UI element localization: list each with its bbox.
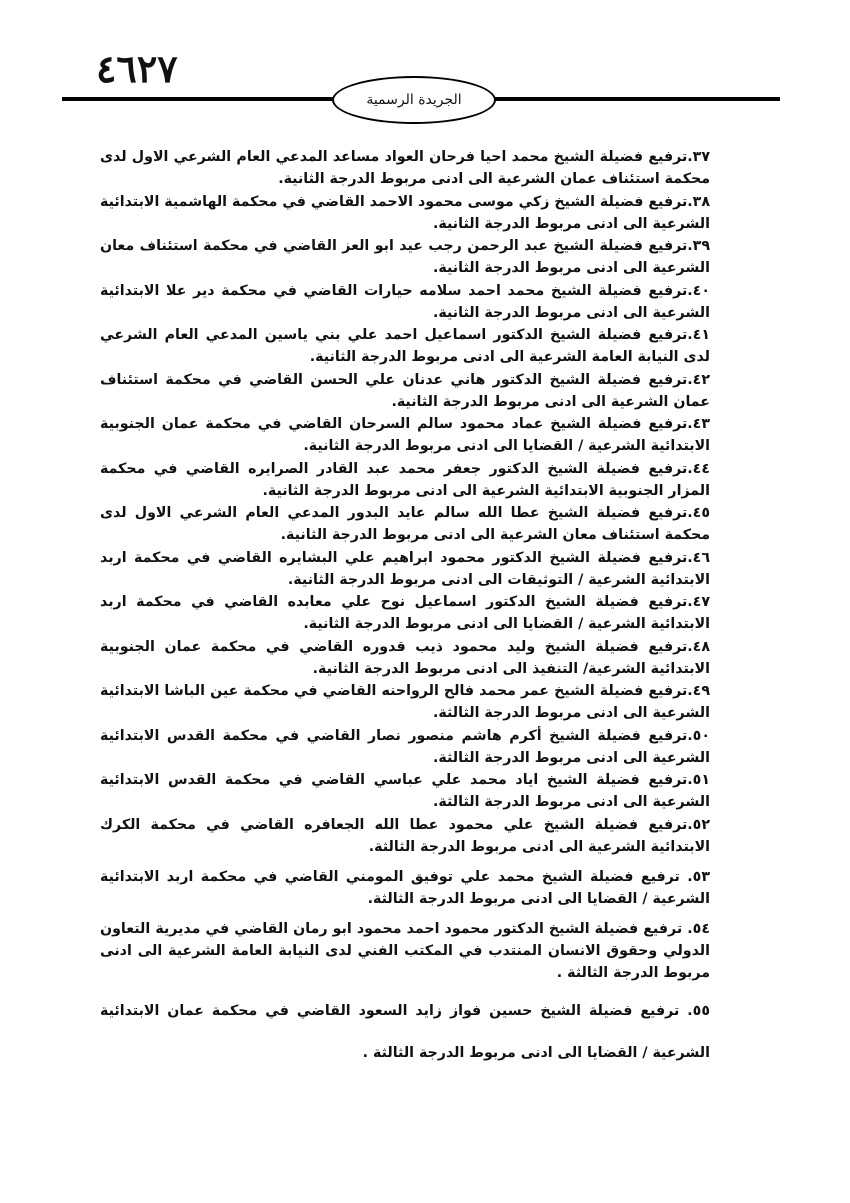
item-number: ٥٢ [692, 816, 710, 833]
list-item [100, 591, 710, 635]
item-number: ٤٠ [692, 282, 710, 299]
item-number: ٤١ [692, 327, 710, 343]
item-number-dot: . [687, 816, 693, 833]
item-number: ٤٤ [692, 460, 710, 477]
item-text: ترفيع فضيلة الشيخ زكي موسى محمود الاحمد القاضي في محكمة الهاشمية الابتدائية الشرعية الى ادنى مربوط الدرجة الثانية. [100, 193, 710, 232]
list-item [100, 191, 710, 235]
item-number-dot: . [687, 193, 693, 210]
item-number-dot: . [687, 683, 693, 699]
list-item [100, 502, 710, 546]
list-item [100, 866, 710, 910]
list-item [100, 146, 710, 190]
list-item [100, 235, 710, 279]
item-number: ٤٣ [692, 416, 710, 432]
item-text: ترفيع فضيلة الشيخ عمر محمد فالح الرواحنه القاضي في محكمة عين الباشا الابتدائية الشرعية الى ادنى مربوط الدرجة الثالثة. [100, 683, 710, 721]
item-number-dot: . [687, 549, 693, 566]
item-number-dot: . [682, 920, 693, 937]
item-number: ٥١ [692, 772, 710, 788]
list-item [100, 636, 710, 680]
item-text: ترفيع فضيلة الشيخ عطا الله سالم عايد البدور المدعي العام الشرعي الاول لدى محكمة استئناف معان الشرعية الى ادنى مربوط الدرجة الثانية. [100, 505, 710, 543]
item-number: ٥٥ [692, 1002, 710, 1019]
item-number: ٤٢ [692, 371, 710, 388]
item-text: ترفيع فضيلة الشيخ الدكتور محمود ابراهيم علي البشايره القاضي في محكمة اربد الابتدائية الشرعية / التوثيقات الى ادنى مربوط الدرجة الثانية. [100, 549, 710, 588]
item-number-dot: . [687, 638, 693, 655]
item-text: ترفيع فضيلة الشيخ محمد احمد سلامه حيارات القاضي في محكمة دير علا الابتدائية الشرعية الى ادنى مربوط الدرجة الثانية. [100, 282, 710, 321]
item-number: ٣٧ [692, 149, 710, 165]
list-item [100, 918, 710, 984]
item-text: ترفيع فضيلة الشيخ اياد محمد علي عباسي القاضي في محكمة القدس الابتدائية الشرعية الى ادنى مربوط الدرجة الثالثة. [100, 772, 710, 810]
item-text: ترفيع فضيلة الشيخ أكرم هاشم منصور نصار القاضي في محكمة القدس الابتدائية الشرعية الى ادنى مربوط الدرجة الثالثة. [100, 727, 710, 766]
item-number-dot: . [687, 282, 693, 299]
item-number-dot: . [687, 727, 693, 744]
item-text: ترفيع فضيلة الشيخ وليد محمود ذيب قدوره القاضي في محكمة عمان الجنوبية الابتدائية الشرعية/ التنفيذ الى ادنى مربوط الدرجة الثانية. [100, 638, 710, 677]
item-number-dot: . [687, 772, 693, 788]
item-text: ترفيع فضيلة الشيخ الدكتور اسماعيل احمد علي بني ياسين المدعي العام الشرعي لدى النيابة العامة الشرعية الى ادنى مربوط الدرجة الثانية. [100, 327, 710, 365]
item-text: ترفيع فضيلة الشيخ عبد الرحمن رجب عيد ابو العز القاضي في محكمة استئناف معان الشرعية الى ادنى مربوط الدرجة الثانية. [100, 238, 710, 276]
item-text: ترفيع فضيلة الشيخ محمد علي توفيق المومني القاضي في محكمة اربد الابتدائية الشرعية / القضايا الى ادنى مربوط الدرجة الثالثة. [100, 868, 710, 907]
masthead-oval [332, 76, 496, 124]
list-item [100, 725, 710, 769]
list-item [100, 814, 710, 858]
item-number-dot: . [687, 149, 693, 165]
list-item [100, 680, 710, 724]
item-text: ترفيع فضيلة الشيخ حسين فواز زايد السعود القاضي في محكمة عمان الابتدائية الشرعية / القضايا الى ادنى مربوط الدرجة الثالثة . [100, 1002, 710, 1061]
list-item [100, 413, 710, 457]
decision-list [100, 146, 710, 1074]
item-number: ٣٨ [692, 193, 710, 210]
item-number-dot: . [679, 868, 693, 885]
item-number: ٥٣ [692, 868, 710, 885]
item-number-dot: . [687, 327, 693, 343]
list-item [100, 990, 710, 1074]
list-item [100, 458, 710, 502]
item-number: ٣٩ [692, 238, 710, 254]
page-number: ٤٦٢٧ [96, 46, 178, 91]
item-number-dot: . [687, 594, 693, 610]
item-number: ٤٧ [692, 594, 710, 610]
item-number-dot: . [687, 460, 693, 477]
item-number-dot: . [687, 505, 693, 521]
list-item [100, 769, 710, 813]
item-number: ٤٥ [692, 505, 710, 521]
item-text: ترفيع فضيلة الشيخ الدكتور جعفر محمد عبد القادر الصرايره القاضي في محكمة المزار الجنوبية الابتدائية الشرعية الى ادنى مربوط الدرجة الثانية. [100, 460, 710, 499]
item-text: ترفيع فضيلة الشيخ الدكتور محمود احمد محمود ابو رمان القاضي في مديرية التعاون الدولي وحقوق الانسان المنتدب في المكتب الفني لدى النيابة العامة الشرعية الى ادنى مربوط الدرجة الثالثة . [100, 920, 710, 981]
list-item [100, 280, 710, 324]
item-number-dot: . [679, 1002, 693, 1019]
masthead-title: الجريدة الرسمية [366, 92, 462, 108]
item-number-dot: . [687, 416, 693, 432]
list-item [100, 324, 710, 368]
list-item [100, 369, 710, 413]
item-number-dot: . [687, 238, 693, 254]
item-number: ٤٨ [692, 638, 710, 655]
item-text: ترفيع فضيلة الشيخ الدكتور هاني عدنان علي الحسن القاضي في محكمة استئناف عمان الشرعية الى ادنى مربوط الدرجة الثانية. [100, 371, 710, 410]
item-text: ترفيع فضيلة الشيخ علي محمود عطا الله الجعافره القاضي في محكمة الكرك الابتدائية الشرعية الى ادنى مربوط الدرجة الثالثة. [100, 816, 710, 855]
item-number: ٥٤ [692, 920, 710, 937]
item-text: ترفيع فضيلة الشيخ عماد محمود سالم السرحان القاضي في محكمة عمان الجنوبية الابتدائية الشرعية / القضايا الى ادنى مربوط الدرجة الثانية. [100, 416, 710, 454]
list-item [100, 547, 710, 591]
item-number: ٤٩ [692, 683, 710, 699]
item-text: ترفيع فضيلة الشيخ محمد احيا فرحان العواد مساعد المدعي العام الشرعي الاول لدى محكمة استئناف عمان الشرعية الى ادنى مربوط الدرجة الثانية. [100, 149, 710, 187]
item-number-dot: . [687, 371, 693, 388]
item-text: ترفيع فضيلة الشيخ الدكتور اسماعيل نوح علي معابده القاضي في محكمة اربد الابتدائية الشرعية / القضايا الى ادنى مربوط الدرجة الثانية. [100, 594, 710, 632]
item-number: ٥٠ [692, 727, 710, 744]
item-number: ٤٦ [692, 549, 710, 566]
